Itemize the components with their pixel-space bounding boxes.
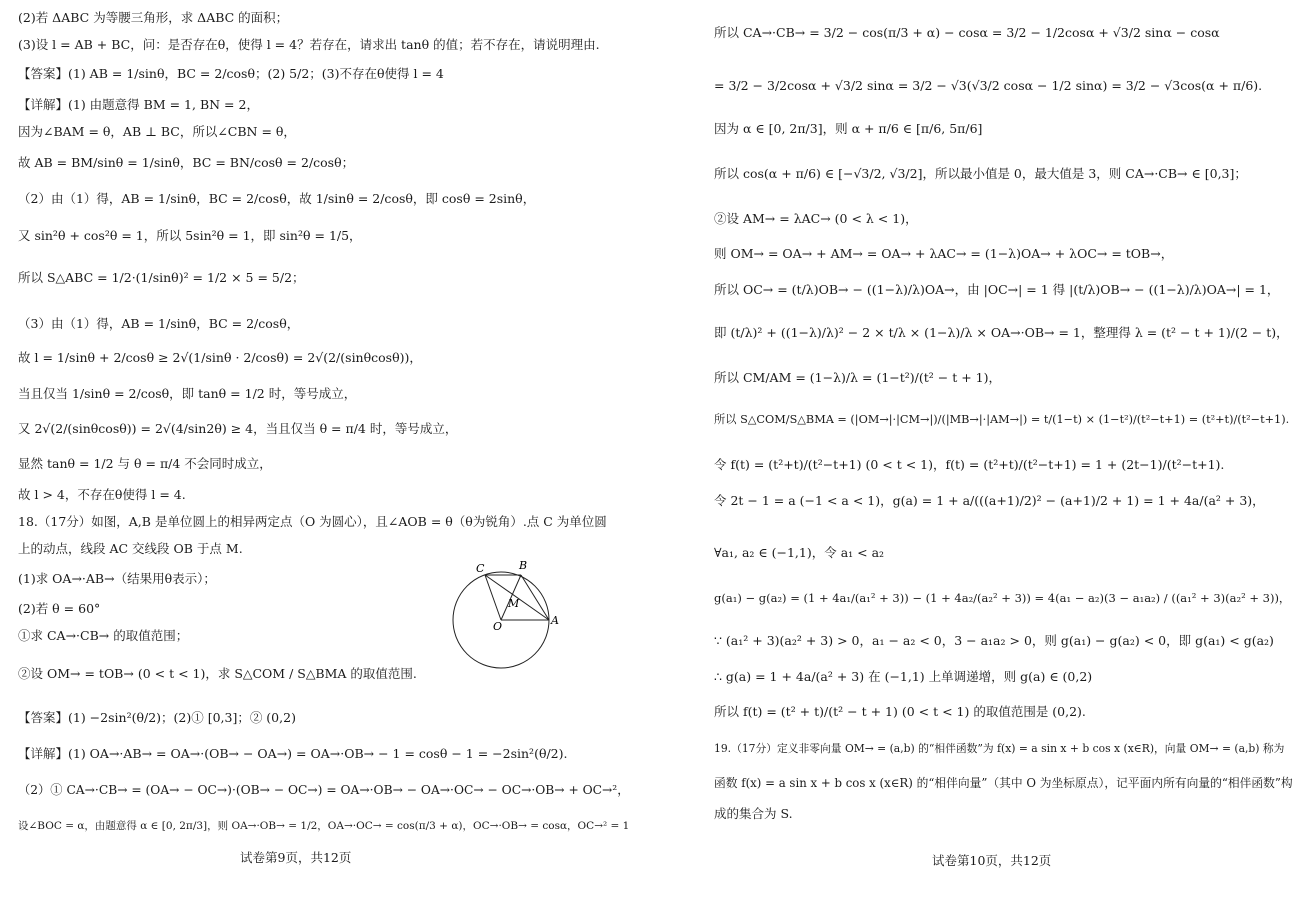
text-line: 显然 tanθ = 1/2 与 θ = π/4 不会同时成立， [18,456,272,471]
text-line: 所以 CA→·CB→ = 3/2 − cos(π/3 + α) − cosα = 3/2 − 1/2cosα + √3/2 sinα − cosα [714,25,1220,40]
text-line: 设∠BOC = α，由题意得 α ∈ [0, 2π/3]，则 OA→·OB→ = 1/2，OA→·OC→ = cos(π/3 + α)，OC→·OB→ = cosα，OC→² = 1 [18,820,630,832]
right-page [714,0,1294,900]
text-line: 故 l = 1/sinθ + 2/cosθ ≥ 2√(1/sinθ · 2/cosθ) = 2√(2/(sinθcosθ))， [18,350,422,365]
label-a: A [551,614,559,627]
text-line: (2)若 ΔABC 为等腰三角形，求 ΔABC 的面积； [18,10,289,25]
text-line: 【详解】(1) OA→·AB→ = OA→·(OB→ − OA→) = OA→·OB→ − 1 = cosθ − 1 = −2sin²(θ/2). [18,746,568,761]
text-line: 因为 α ∈ [0, 2π/3]，则 α + π/6 ∈ [π/6, 5π/6] [714,121,983,136]
text-line: （2）由（1）得，AB = 1/sinθ，BC = 2/cosθ，故 1/sinθ = 2/cosθ，即 cosθ = 2sinθ， [18,191,536,206]
text-line: 又 sin²θ + cos²θ = 1，所以 5sin²θ = 1，即 sin²θ = 1/5， [18,228,362,243]
text-line: ∴ g(a) = 1 + 4a/(a² + 3) 在 (−1,1) 上单调递增，则 g(a) ∈ (0,2) [714,669,1093,684]
text-line: 故 l > 4，不存在θ使得 l = 4. [18,487,186,502]
text-line: (2)若 θ = 60° [18,601,101,616]
answer-line: 【答案】(1) AB = 1/sinθ，BC = 2/cosθ；(2) 5/2；(3)不存在θ使得 l = 4 [18,66,444,81]
text-line: 令 f(t) = (t²+t)/(t²−t+1) (0 < t < 1)，f(t) = (t²+t)/(t²−t+1) = 1 + (2t−1)/(t²−t+1). [714,457,1225,472]
question-19-line: 19.（17分）定义非零向量 OM→ = (a,b) 的“相伴函数”为 f(x) = a sin x + b cos x (x∈R)，向量 OM→ = (a,b) 称为 [714,742,1285,755]
text-line: 所以 OC→ = (t/λ)OB→ − ((1−λ)/λ)OA→，由 |OC→| = 1 得 |(t/λ)OB→ − ((1−λ)/λ)OA→| = 1， [714,282,1280,297]
text-line: 令 2t − 1 = a (−1 < a < 1)，g(a) = 1 + a/(((a+1)/2)² − (a+1)/2 + 1) = 1 + 4a/(a² + 3)， [714,493,1265,508]
left-page [18,0,638,900]
text-line: 所以 f(t) = (t² + t)/(t² − t + 1) (0 < t < 1) 的取值范围是 (0,2). [714,704,1086,719]
label-m: M [508,597,520,610]
label-b: B [519,559,528,572]
text-line: ∀a₁, a₂ ∈ (−1,1)，令 a₁ < a₂ [714,545,885,560]
text-line: (1)求 OA→·AB→（结果用θ表示）； [18,571,216,586]
page-footer: 试卷第9页，共12页 [240,850,352,865]
answer-line: 【答案】(1) −2sin²(θ/2)；(2)① [0,3]；② (0,2) [18,710,296,725]
text-line: 则 OM→ = OA→ + AM→ = OA→ + λAC→ = (1−λ)OA→ + λOC→ = tOB→， [714,246,1174,261]
segment-oc [485,575,501,620]
text-line: 成的集合为 S. [714,806,793,821]
text-line: 函数 f(x) = a sin x + b cos x (x∈R) 的“相伴向量”（其中 O 为坐标原点），记平面内所有向量的“相伴函数”构 [714,776,1293,790]
text-line: 又 2√(2/(sinθcosθ)) = 2√(4/sin2θ) ≥ 4，当且仅当 θ = π/4 时，等号成立， [18,421,458,436]
text-line: （3）由（1）得，AB = 1/sinθ，BC = 2/cosθ， [18,316,300,331]
text-line: 所以 cos(α + π/6) ∈ [−√3/2, √3/2]，所以最小值是 0，最大值是 3，则 CA→·CB→ ∈ [0,3]； [714,166,1247,181]
text-line: = 3/2 − 3/2cosα + √3/2 sinα = 3/2 − √3(√3/2 cosα − 1/2 sinα) = 3/2 − √3cos(α + π/6). [714,78,1263,93]
text-line: ∵ (a₁² + 3)(a₂² + 3) > 0，a₁ − a₂ < 0，3 − a₁a₂ > 0，则 g(a₁) − g(a₂) < 0，即 g(a₁) < g(a₂) [714,633,1274,648]
segment-ba [521,575,549,620]
text-line: 当且仅当 1/sinθ = 2/cosθ，即 tanθ = 1/2 时，等号成立， [18,386,357,401]
text-line: ②设 OM→ = tOB→ (0 < t < 1)，求 S△COM / S△BMA 的取值范围. [18,666,417,681]
text-line: (3)设 l = AB + BC，问：是否存在θ，使得 l = 4？若存在，请求出 tanθ 的值；若不存在，请说明理由. [18,37,600,52]
text-line: ②设 AM→ = λAC→ (0 < λ < 1)， [714,211,918,226]
text-line: 因为∠BAM = θ，AB ⊥ BC，所以∠CBN = θ， [18,124,296,139]
label-o: O [493,620,503,633]
text-line: 故 AB = BM/sinθ = 1/sinθ，BC = BN/cosθ = 2/cosθ； [18,155,355,170]
unit-circle-figure [446,556,571,676]
label-c: C [476,562,485,575]
page-footer: 试卷第10页，共12页 [932,853,1052,868]
text-line: 【详解】(1) 由题意得 BM = 1, BN = 2， [18,97,259,112]
text-line: ①求 CA→·CB→ 的取值范围； [18,628,189,643]
text-line: （2）① CA→·CB→ = (OA→ − OC→)·(OB→ − OC→) = OA→·OB→ − OA→·OC→ − OC→·OB→ + OC→²， [18,783,630,797]
text-line: 所以 CM/AM = (1−λ)/λ = (1−t²)/(t² − t + 1)， [714,370,1001,385]
text-line: 所以 S△COM/S△BMA = (|OM→|·|CM→|)/(|MB→|·|AM→|) = t/(1−t) × (1−t²)/(t²−t+1) = (t²+t)/(t²−t+1). [714,413,1290,426]
text-line: 上的动点，线段 AC 交线段 OB 于点 M. [18,541,243,556]
text-line: 所以 S△ABC = 1/2·(1/sinθ)² = 1/2 × 5 = 5/2； [18,270,305,285]
text-line: 即 (t/λ)² + ((1−λ)/λ)² − 2 × t/λ × (1−λ)/λ × OA→·OB→ = 1，整理得 λ = (t² − t + 1)/(2 − t)， [714,325,1289,340]
question-18-line: 18.（17分）如图，A,B 是单位圆上的相异两定点（O 为圆心），且∠AOB = θ（θ为锐角）.点 C 为单位圆 [18,514,607,529]
text-line: g(a₁) − g(a₂) = (1 + 4a₁/(a₁² + 3)) − (1 + 4a₂/(a₂² + 3)) = 4(a₁ − a₂)(3 − a₁a₂) / ((a₁² + 3)(a₂² + 3))， [714,591,1291,605]
